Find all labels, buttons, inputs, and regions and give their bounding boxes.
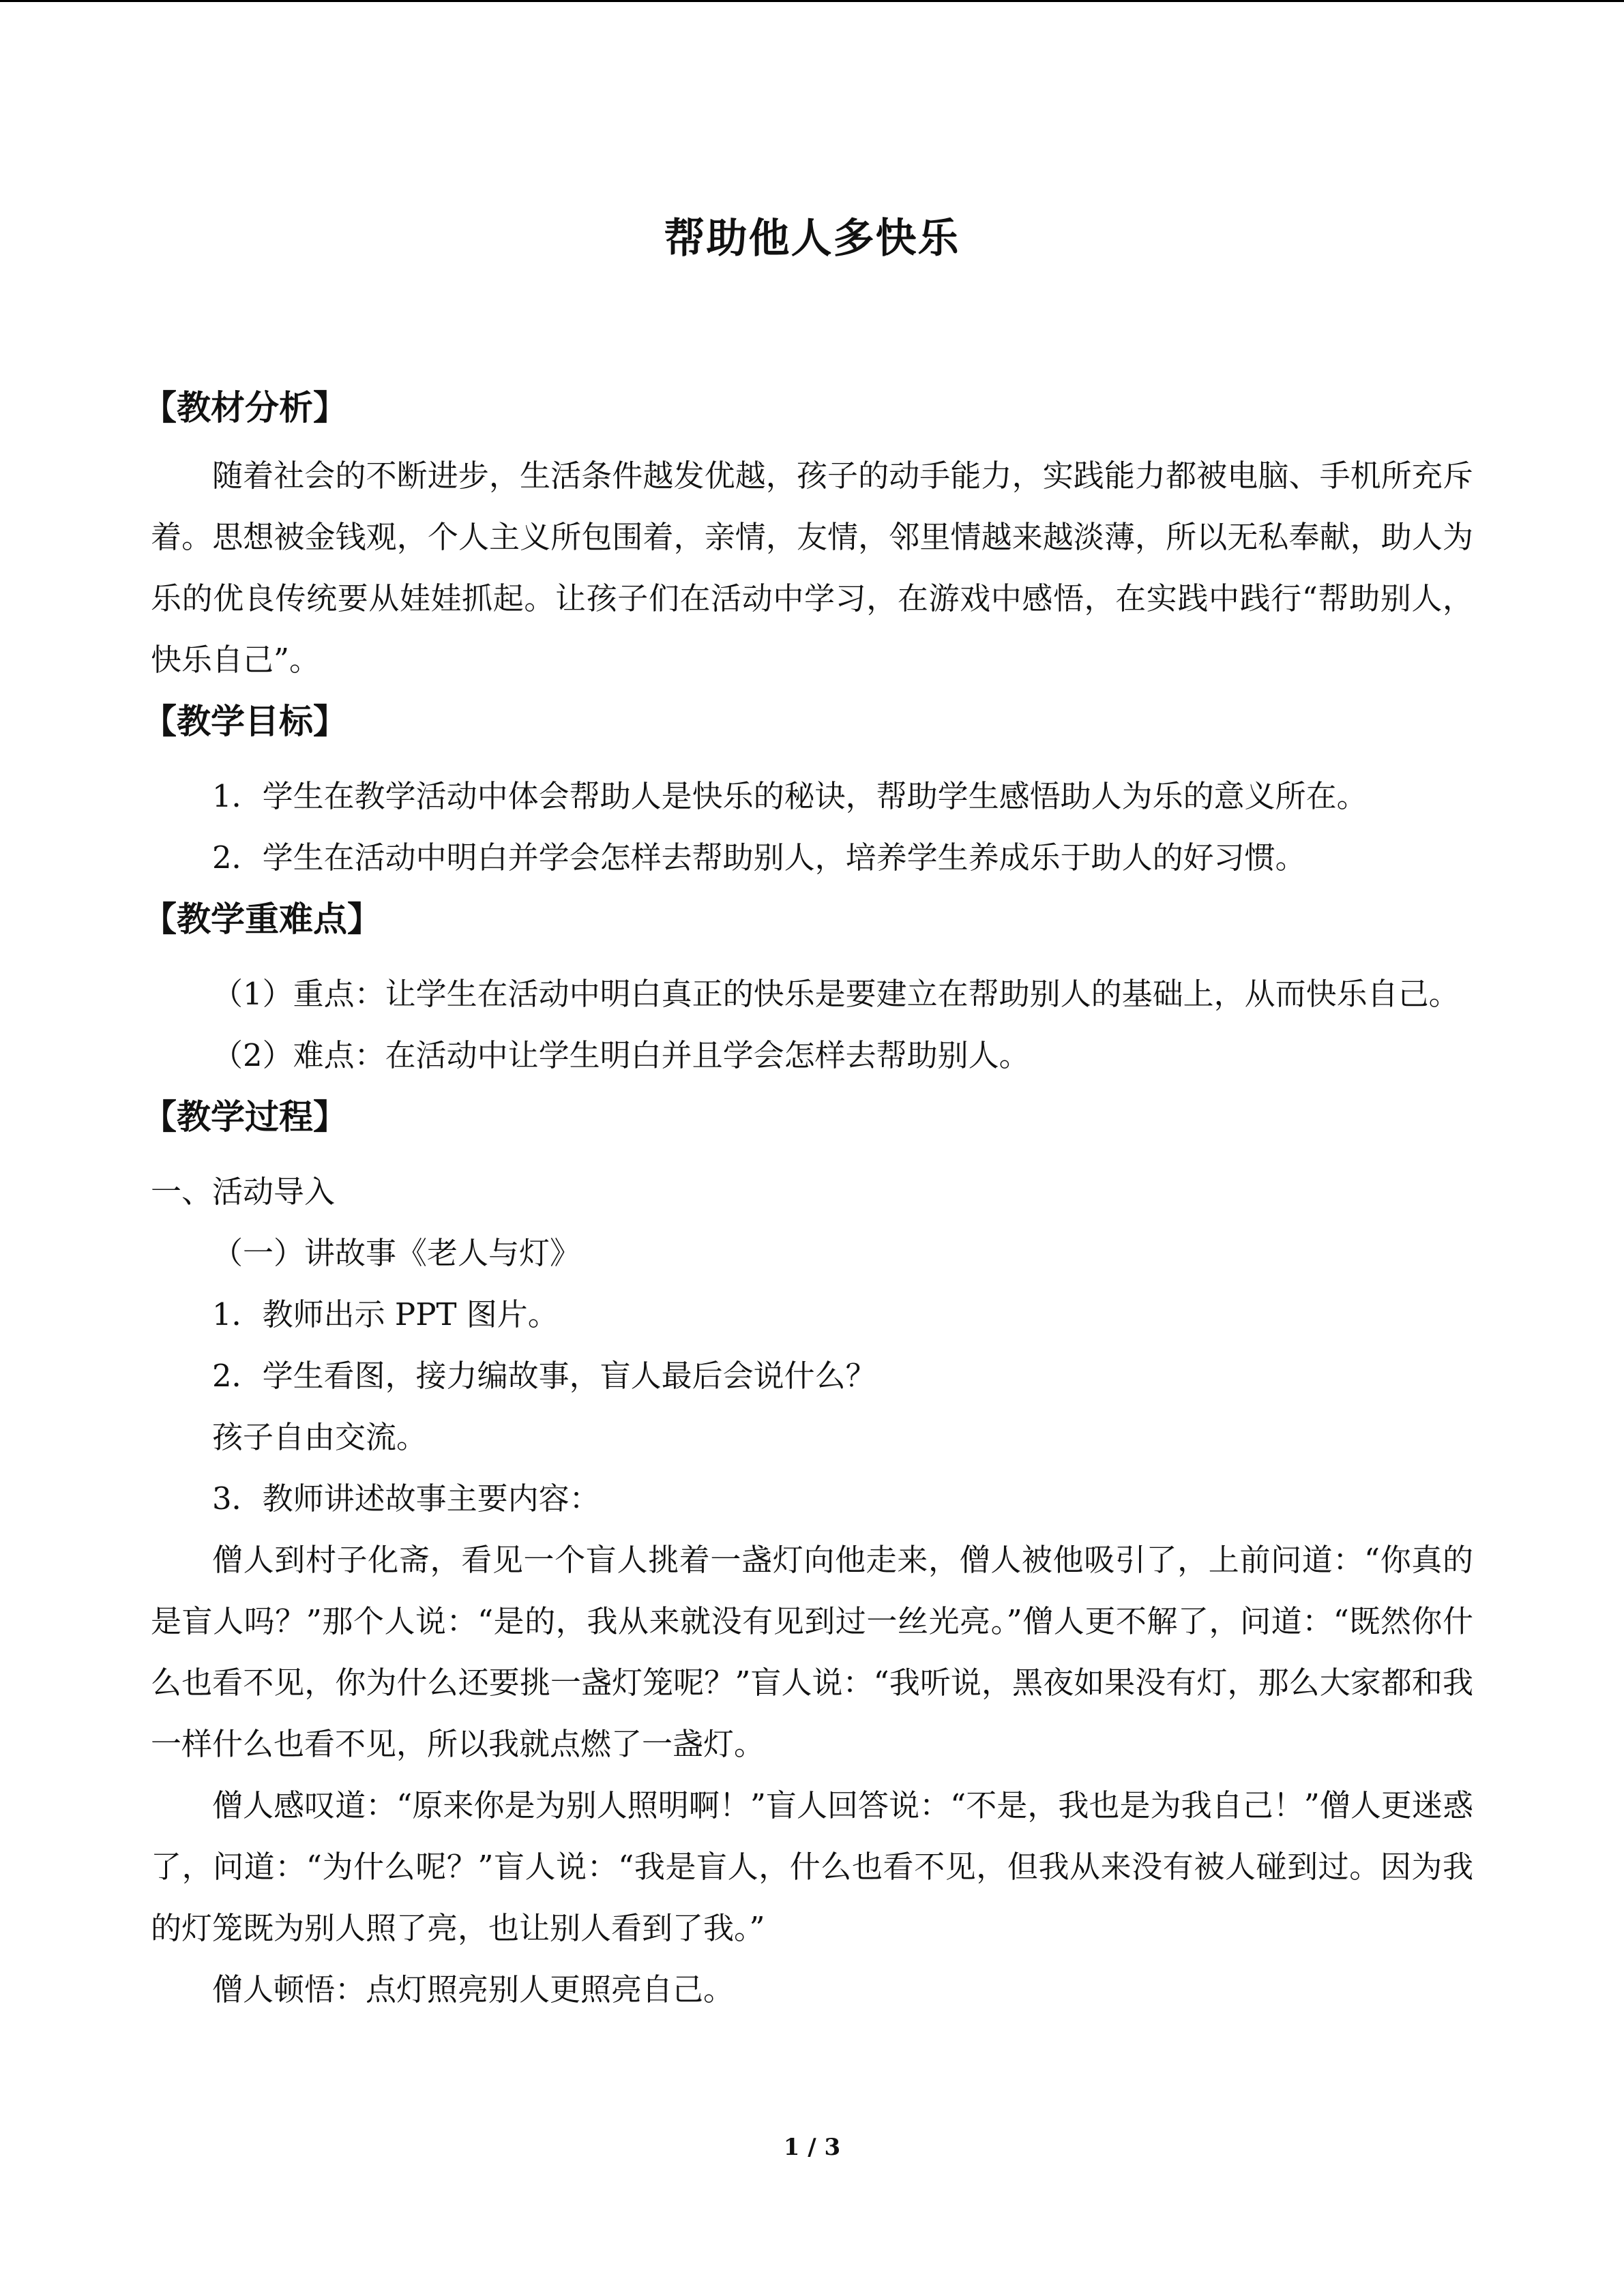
paragraph: 随着社会的不断进步，生活条件越发优越，孩子的动手能力，实践能力都被电脑、手机所充斥着。思想被金钱观，个人主义所包围着，亲情，友情，邻里情越来越淡薄，所以无私奉献，助人为乐的优良传统要从娃娃抓起。让孩子们在活动中学习，在游戏中感悟，在实践中践行“帮助别人，快乐自己”。 bbox=[151, 458, 1473, 678]
section-heading: 【教学目标】 bbox=[143, 702, 347, 741]
document-title: 帮助他人多快乐 bbox=[664, 215, 960, 263]
list-item: 1．学生在教学活动中体会帮助人是快乐的秘诀，帮助学生感悟助人为乐的意义所在。 bbox=[212, 778, 1368, 814]
section-teaching-goals bbox=[143, 691, 1473, 889]
section-heading: 【教学重难点】 bbox=[143, 899, 381, 939]
section-key-difficult-points bbox=[143, 889, 1473, 1086]
paragraph: （一）讲故事《老人与灯》 bbox=[212, 1235, 581, 1271]
paragraph: 孩子自由交流。 bbox=[212, 1419, 428, 1455]
section-heading: 【教材分析】 bbox=[143, 388, 347, 428]
document-page bbox=[143, 211, 1473, 2021]
list-item: 2．学生在活动中明白并学会怎样去帮助别人，培养学生养成乐于助人的好习惯。 bbox=[212, 839, 1306, 876]
list-item: 1．教师出示 PPT 图片。 bbox=[212, 1296, 559, 1332]
list-item: 3．教师讲述故事主要内容： bbox=[212, 1480, 600, 1517]
story-paragraph: 僧人感叹道：“原来你是为别人照明啊！”盲人回答说：“不是，我也是为我自己！”僧人更迷惑了，问道：“为什么呢？”盲人说：“我是盲人，什么也看不见，但我从来没有被人碰到过。因为我的灯笼既为别人照了亮，也让别人看到了我。” bbox=[151, 1787, 1473, 1946]
top-border-rule bbox=[0, 0, 1624, 2]
page-number: 1 / 3 bbox=[783, 2134, 841, 2161]
section-textbook-analysis bbox=[143, 377, 1473, 691]
subheading: 一、活动导入 bbox=[151, 1174, 336, 1210]
section-heading: 【教学过程】 bbox=[143, 1097, 347, 1137]
section-teaching-process bbox=[143, 1086, 1473, 2021]
list-item: （1）重点：让学生在活动中明白真正的快乐是要建立在帮助别人的基础上，从而快乐自己。 bbox=[212, 976, 1460, 1012]
story-paragraph: 僧人到村子化斋，看见一个盲人挑着一盏灯向他走来，僧人被他吸引了，上前问道：“你真的是盲人吗？”那个人说：“是的，我从来就没有见到过一丝光亮。”僧人更不解了，问道：“既然你什么也看不见，你为什么还要挑一盏灯笼呢？”盲人说：“我听说，黑夜如果没有灯，那么大家都和我一样什么也看不见，所以我就点燃了一盏灯。 bbox=[151, 1542, 1473, 1762]
story-paragraph: 僧人顿悟：点灯照亮别人更照亮自己。 bbox=[212, 1971, 735, 2008]
list-item: 2．学生看图，接力编故事，盲人最后会说什么？ bbox=[212, 1358, 876, 1394]
list-item: （2）难点：在活动中让学生明白并且学会怎样去帮助别人。 bbox=[212, 1037, 1030, 1073]
